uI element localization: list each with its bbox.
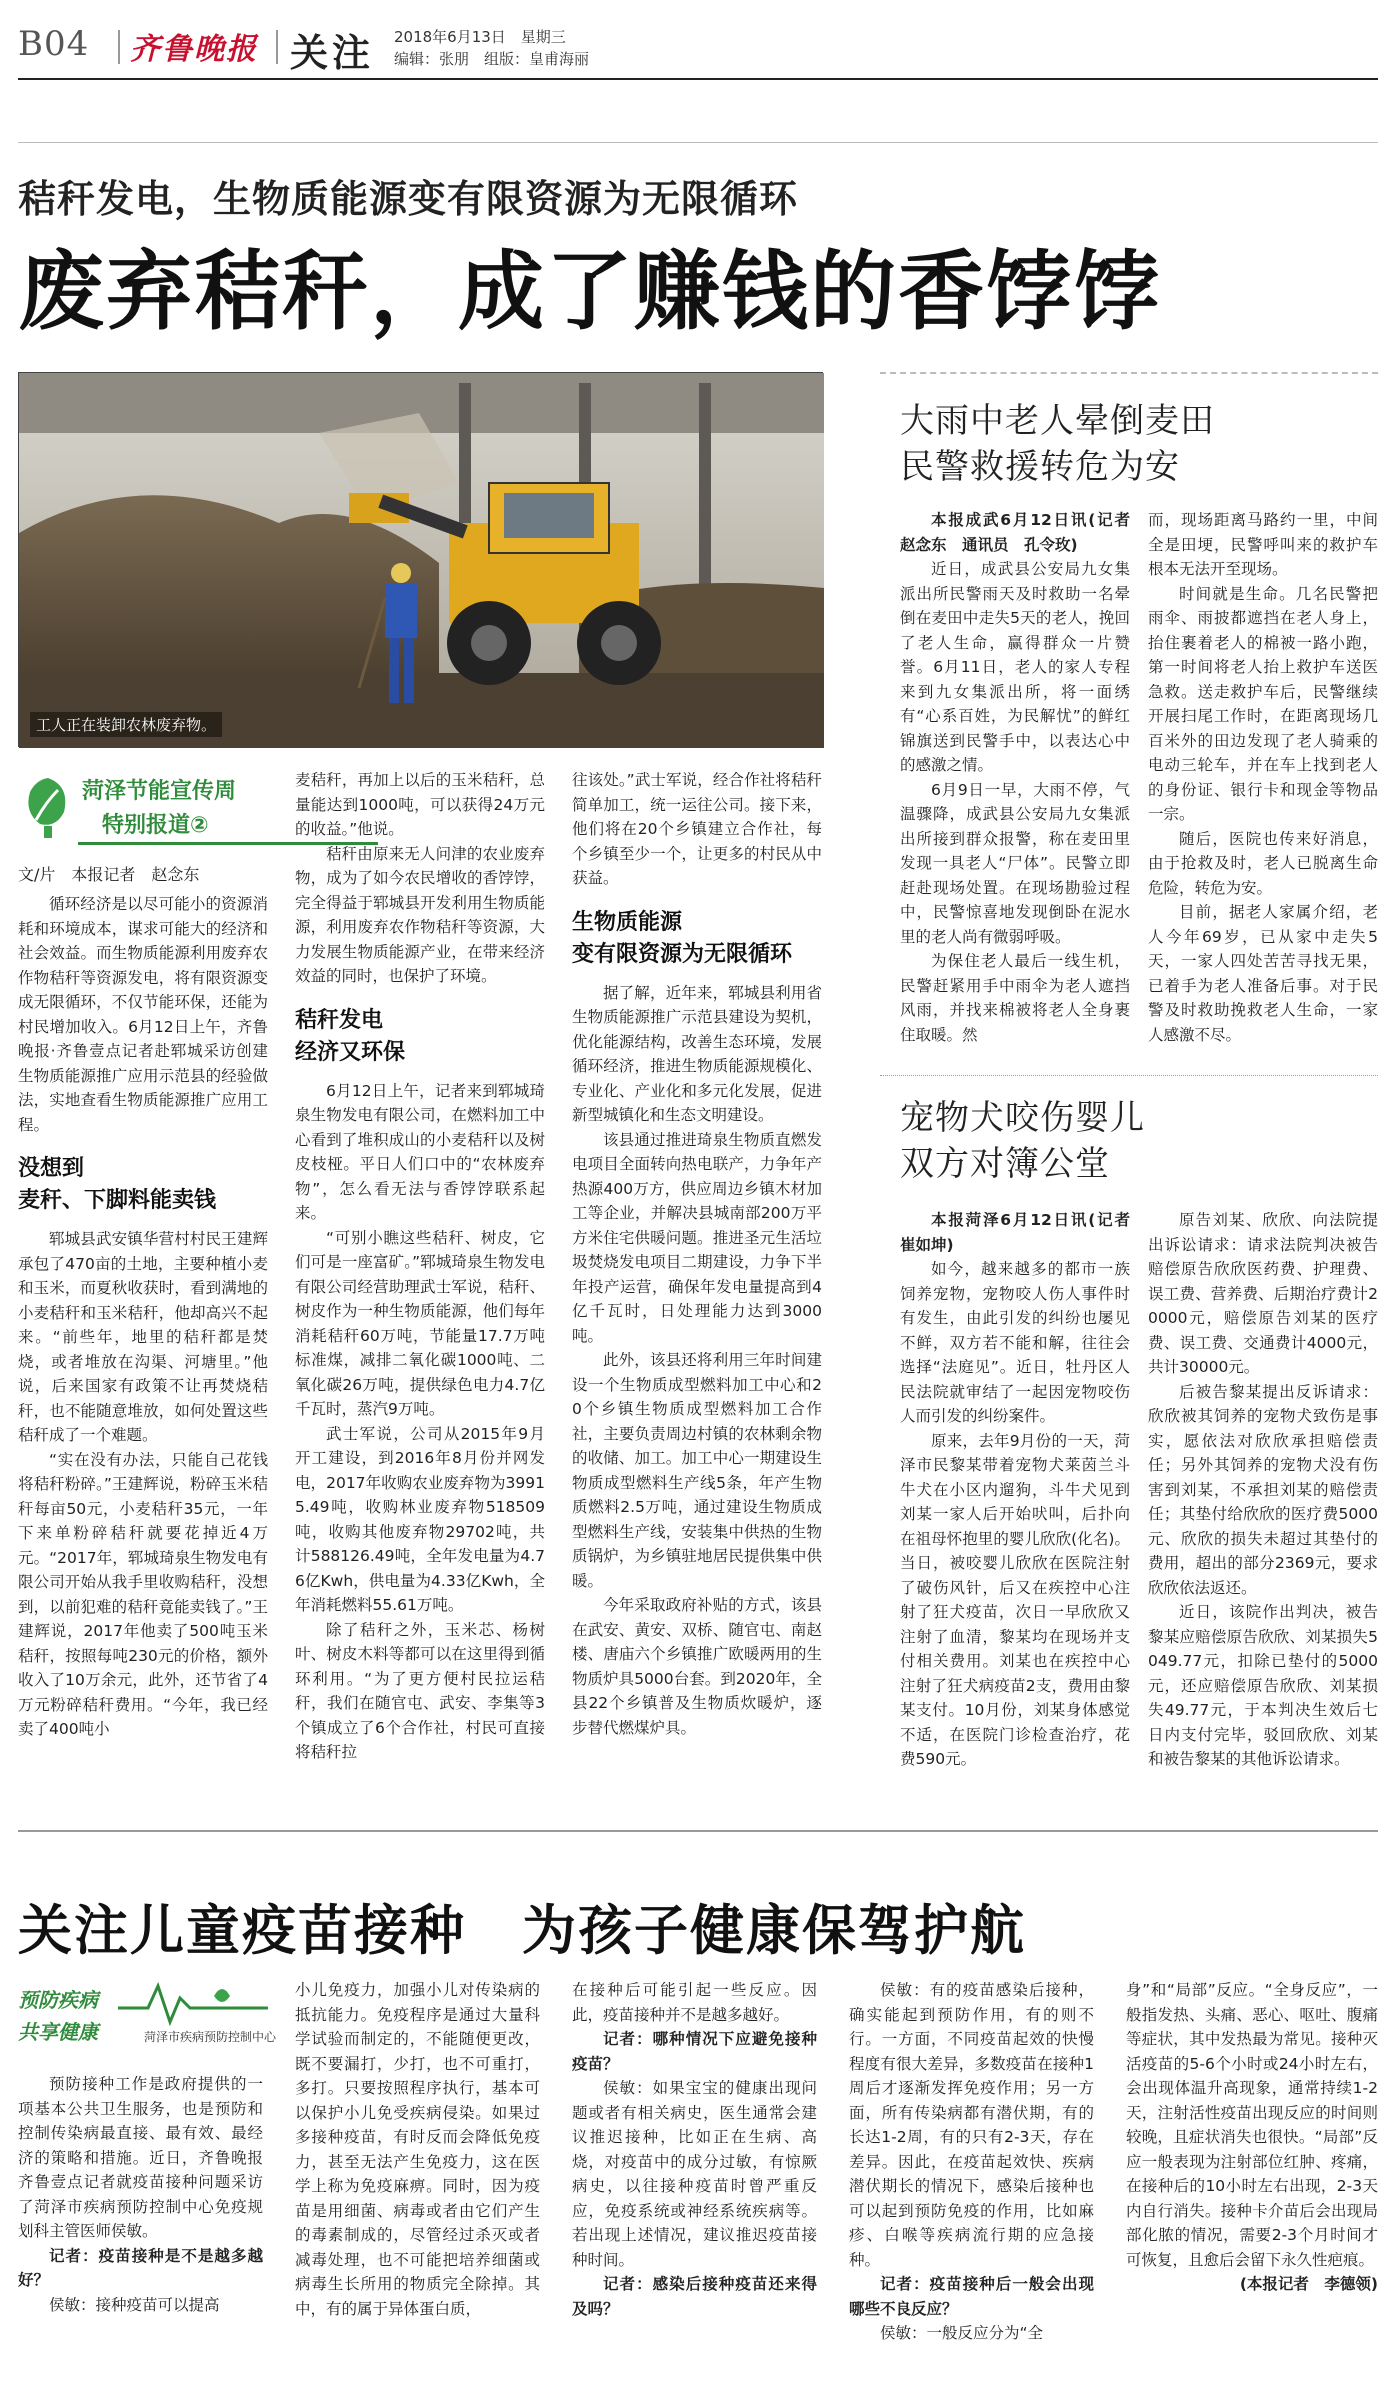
- answer: 小儿免疫力，加强小儿对传染病的抵抗能力。免疫程序是通过大量科学试验而制定的，不能随便更改，既不要漏打，少打，也不可重打，多打。只要按照程序执行，基本可以保护小儿免受疾病侵染。如果过多接种疫苗，有时反而会降低免疫力，甚至无法产生免疫力，这在医学上称为免疫麻痹。同时，因为疫苗是用细菌、病毒或者由它们产生的毒素制成的，尽管经过杀灭或者减毒处理，也不可能把培养细菌或病毒生长所用的物质完全除掉。其中，有的属于异体蛋白质，: [295, 1981, 540, 2318]
- story3-column-2: [1148, 1208, 1378, 1808]
- question: 记者：疫苗接种后一般会出现哪些不良反应？: [849, 2275, 1094, 2318]
- newspaper-logo: 齐鲁晚报: [130, 32, 258, 67]
- paragraph: 如今，越来越多的都市一族饲养宠物，宠物咬人伤人事件时有发生，由此引发的纠纷也屡见不鲜，双方若不能和解，往往会选择“法庭见”。近日，牡丹区人民法院就审结了一起因宠物咬伤人而引发的纠纷案件。: [900, 1260, 1130, 1425]
- story3-title: 宠物犬咬伤婴儿 双方对簿公堂: [900, 1098, 1145, 1184]
- subhead-line: 生物质能源 变有限资源为无限循环: [572, 909, 793, 967]
- page-number: B04: [18, 24, 90, 64]
- lead-headline: 废弃秸秆，成了赚钱的香饽饽: [18, 242, 1162, 342]
- question: 记者：感染后接种疫苗还来得及吗？: [572, 2275, 817, 2318]
- story4-headline: 关注儿童疫苗接种 为孩子健康保驾护航: [18, 1899, 1026, 1962]
- story4-column-5: [1126, 1978, 1378, 2387]
- cdc-org-name: 菏泽市疾病预防控制中心: [144, 2030, 277, 2044]
- date-line: 2018年6月13日 星期三: [394, 28, 566, 46]
- paragraph: 近日，成武县公安局九女集派出所民警雨天及时救助一名晕倒在麦田中走失5天的老人，挽回了老人生命，赢得群众一片赞誉。6月11日，老人的家人专程来到九女集派出所，将一面绣有“心系百姓，为民解忧”的鲜红锦旗送到民警手中，以表达心中的感激之情。: [900, 560, 1130, 774]
- editor-line: 编辑：张朋 组版：皇甫海丽: [394, 50, 590, 68]
- paragraph: 麦秸秆，再加上以后的玉米秸秆，总量能达到1000吨，可以获得24万元的收益。”他说。: [295, 771, 545, 838]
- divider: [880, 372, 1378, 374]
- divider: [18, 142, 1378, 143]
- answer: 侯敏：接种疫苗可以提高: [49, 2295, 220, 2314]
- paragraph: 后被告黎某提出反诉请求：欣欣被其饲养的宠物犬致伤是事实，愿依法对欣欣承担赔偿责任；另外其饲养的宠物犬没有伤害到刘某，不承担刘某的赔偿责任；其垫付给欣欣的医疗费5000元、欣欣的损失未超过其垫付的费用，超出的部分2369元，要求欣欣依法返还。: [1148, 1382, 1378, 1597]
- lead-column-2: [295, 768, 545, 1812]
- lead-kicker: 秸秆发电，生物质能源变有限资源为无限循环: [18, 177, 799, 221]
- story4-column-2: [295, 1978, 540, 2387]
- paragraph: 时间就是生命。几名民警把雨伞、雨披都遮挡在老人身上，抬住裹着老人的棉被一路小跑，第一时间将老人抬上救护车送医急救。送走救护车后，民警继续开展扫尾工作时，在距离现场几百米外的田边发现了老人骑乘的电动三轮车，并在车上找到老人的身份证、银行卡和现金等物品一宗。: [1148, 584, 1378, 823]
- masthead: [18, 18, 1378, 80]
- leaf-plug-icon: [18, 772, 78, 842]
- paragraph: 原告刘某、欣欣、向法院提出诉讼请求：请求法院判决被告赔偿原告欣欣医药费、护理费、误工费、营养费、后期治疗费计20000元，赔偿原告刘某的医疗费、误工费、交通费计4000元，共计30000元。: [1148, 1211, 1378, 1376]
- answer: 侯敏：如果宝宝的健康出现问题或者有相关病史，医生通常会建议推迟接种，比如正在生病、高烧，对疫苗中的成分过敏，有惊厥病史，以往接种疫苗时曾严重反应，免疫系统或神经系统疾病等。若出现上述情况，建议推迟疫苗接种时间。: [572, 2079, 817, 2269]
- paragraph: 而，现场距离马路约一里，中间全是田埂，民警呼叫来的救护车根本无法开至现场。: [1148, 511, 1378, 578]
- answer: 在接种后可能引起一些反应。因此，疫苗接种并不是越多越好。: [572, 1981, 817, 2024]
- paragraph: 目前，据老人家属介绍，老人今年69岁，已从家中走失5天，一家人四处苦苦寻找无果，已着手为老人准备后事。对于民警及时救助挽救老人生命，一家人感激不尽。: [1148, 903, 1378, 1044]
- cdc-logo: [18, 1978, 288, 2058]
- story3-dateline: 本报菏泽6月12日讯(记者 崔如坤): [900, 1211, 1146, 1254]
- question: 记者：哪种情况下应避免接种疫苗？: [572, 2030, 817, 2073]
- answer: 侯敏：一般反应分为“全: [880, 2324, 1044, 2342]
- subhead: [295, 1005, 545, 1069]
- paragraph: 秸秆由原来无人问津的农业废弃物，成为了如今农民增收的香饽饽，完全得益于郓城县开发利用生物质能源，利用废弃农作物秸秆等资源，大力发展生物质能源产业，在带来经济效益的同时，也保护了环境。: [295, 844, 545, 985]
- story4-signoff: (本报记者 李德领): [1239, 2275, 1378, 2293]
- story2-column-1: [900, 508, 1146, 1063]
- paragraph: 武士军说，公司从2015年9月开工建设，到2016年8月份并网发电，2017年收购农业废弃物为39915.49吨，收购林业废弃物518509吨，收购其他废弃物29702吨，共计588126.49吨，全年发电量为4.76亿Kwh，供电量为4.33亿Kwh，全年消耗燃料55.61万吨。: [295, 1424, 545, 1614]
- photo-caption: 工人正在装卸农林废弃物。: [30, 712, 222, 737]
- story4-column-3: [572, 1978, 817, 2387]
- paragraph: 循环经济是以尽可能小的资源消耗和环境成本，谋求可能大的经济和社会效益。而生物质能源利用废弃农作物秸秆等资源发电，将有限资源变成无限循环，不仅节能环保，还能为村民增加收入。6月12日上午，齐鲁晚报·齐鲁壹点记者赴郓城采访创建生物质能源推广应用示范县的经验做法，实地查看生物质能源推广应用工程。: [18, 895, 268, 1134]
- story2-dateline: 本报成武6月12日讯(记者 赵念东 通讯员 孔令玫): [900, 511, 1146, 554]
- lead-byline: 文/片 本报记者 赵念东: [18, 865, 200, 884]
- paragraph: 据了解，近年来，郓城县利用省生物质能源推广示范县建设为契机，优化能源结构，改善生态环境，发展循环经济，推进生物质能源规模化、专业化、产业化和多元化发展，促进新型城镇化和生态文明建设。: [572, 983, 822, 1124]
- campaign-subtitle: 特别报道②: [102, 813, 209, 838]
- masthead-divider: [118, 30, 120, 64]
- question: 记者：疫苗接种是不是越多越好？: [18, 2246, 263, 2289]
- paragraph: 随后，医院也传来好消息，由于抢救及时，老人已脱离生命危险，转危为安。: [1148, 829, 1378, 897]
- paragraph: 今年采取政府补贴的方式，该县在武安、黄安、双桥、随官屯、南赵楼、唐庙六个乡镇推广欧暖两用的生物质炉具5000台套。到2020年，全县22个乡镇普及生物质炊暖炉，逐步替代燃煤炉具。: [572, 1596, 822, 1737]
- paragraph: 往该处。”武士军说，经合作社将秸秆简单加工，统一运往公司。接下来，他们将在20个乡镇建立合作社，每个乡镇至少一个，让更多的村民从中获益。: [572, 771, 822, 887]
- paragraph: 为保住老人最后一线生机，民警赶紧用手中雨伞为老人遮挡风雨，并找来棉被将老人全身裹住取暖。然: [900, 952, 1130, 1044]
- subhead-line: 没想到 麦秆、下脚料能卖钱: [18, 1156, 217, 1213]
- loader-straw-photo: [19, 373, 824, 748]
- divider: [18, 1830, 1378, 1832]
- paragraph: 6月12日上午，记者来到郓城琦泉生物发电有限公司，在燃料加工中心看到了堆积成山的小麦秸秆以及树皮枝桠。平日人们口中的“农林废弃物”，怎么看无法与香饽饽联系起来。: [295, 1081, 545, 1222]
- paragraph: 预防接种工作是政府提供的一项基本公共卫生服务，也是预防和控制传染病最直接、最有效、最经济的策略和措施。近日，齐鲁晚报齐鲁壹点记者就疫苗接种问题采访了菏泽市疾病预防控制中心免疫规划科主管医师侯敏。: [18, 2075, 263, 2240]
- masthead-divider: [276, 30, 278, 64]
- paragraph: “可别小瞧这些秸秆、树皮，它们可是一座富矿。”郓城琦泉生物发电有限公司经营助理武士军说，秸秆、树皮作为一种生物质能源，他们每年消耗秸秆60万吨，节能量17.7万吨标准煤，减排二氧化碳1000吨、二氧化碳26万吨，提供绿色电力4.7亿千瓦时，蒸汽9万吨。: [295, 1228, 545, 1418]
- paragraph: 原来，去年9月份的一天，菏泽市民黎某带着宠物犬莱茵兰斗牛犬在小区内遛狗，斗牛犬见到刘某一家人后开始吠叫，后扑向在祖母怀抱里的婴儿欣欣(化名)。当日，被咬婴儿欣欣在医院注射了破伤风针，后又在疾控中心注射了狂犬疫苗，次日一早欣欣又注射了血清，黎某均在现场并支付相关费用。刘某也在疾控中心注射了狂犬病疫苗2支，费用由黎某支付。10月份，刘某身体感觉不适，在医院门诊检查治疗，花费590元。: [900, 1431, 1130, 1768]
- story4-column-1: [18, 2072, 263, 2387]
- paragraph: 此外，该县还将利用三年时间建设一个生物质成型燃料加工中心和20个乡镇生物质成型燃料加工合作社，主要负责周边村镇的农林剩余物的收储、加工。加工中心一期建设生物质成型燃料生产线5条，年产生物质燃料2.5万吨，通过建设生物质成型燃料生产线，安装集中供热的生物质锅炉，为乡镇驻地居民提供集中供暖。: [572, 1351, 822, 1590]
- section-name: 关注: [290, 31, 375, 75]
- subhead: [572, 907, 822, 971]
- paragraph: 6月9日一早，大雨不停，气温骤降，成武县公安局九女集派出所接到群众报警，称在麦田里发现一具老人“尸体”。民警立即赶赴现场处置。在现场勘验过程中，民警惊喜地发现倒卧在泥水里的老人尚有微弱呼吸。: [900, 780, 1130, 946]
- masthead-meta: [394, 26, 589, 70]
- story2-column-2: [1148, 508, 1378, 1063]
- paragraph: “实在没有办法，只能自己花钱将秸秆粉碎。”王建辉说，粉碎玉米秸秆每亩50元，小麦秸秆35元，一年下来单粉碎秸秆就要花掉近4万元。“2017年，郓城琦泉生物发电有限公司开始从我手里收购秸秆，没想到，以前犯难的秸秆竟能卖钱了。”王建辉说，2017年他卖了500吨玉米秸秆，按照每吨230元的价格，额外收入了10万余元，此外，还节省了4万元粉碎秸秆费用。“今年，我已经卖了400吨小: [18, 1450, 268, 1738]
- lead-photo: [18, 372, 823, 747]
- cdc-logo-line2: 共享健康: [18, 2020, 98, 2044]
- lead-column-3: [572, 768, 822, 1812]
- divider: [880, 1075, 1378, 1076]
- paragraph: 郓城县武安镇华营村村民王建辉承包了470亩的土地，主要种植小麦和玉米，而夏秋收获时，看到满地的小麦秸秆和玉米秸秆，他却高兴不起来。“前些年，地里的秸秆都是焚烧，或者堆放在沟渠、河塘里。”他说，后来国家有政策不让再焚烧秸秆，也不能随意堆放，如何处置这些秸秆成了一个难题。: [18, 1230, 268, 1444]
- story4-column-4: [849, 1978, 1094, 2387]
- answer: 侯敏：有的疫苗感染后接种，确实能起到预防作用，有的则不行。一方面，不同疫苗起效的快慢程度有很大差异，多数疫苗在接种1周后才逐渐发挥免疫作用；另一方面，所有传染病都有潜伏期，有的长达1-2周，有的只有2-3天，存在差异。因此，在疫苗起效快、疾病潜伏期长的情况下，感染后接种也可以起到预防免疫的作用，比如麻疹、白喉等疾病流行期的应急接种。: [849, 1981, 1094, 2269]
- campaign-title: 菏泽节能宣传周: [82, 779, 237, 804]
- paragraph: 该县通过推进琦泉生物质直燃发电项目全面转向热电联产，力争年产热源400万方，供应周边乡镇木材加工等企业，并解决县城南部200万平方米住宅供暖问题。推进圣元生活垃圾焚烧发电项目二期建设，力争下半年投产运营，确保年发电量提高到4亿千瓦时，日处理能力达到3000吨。: [572, 1130, 822, 1345]
- lead-column-1: [18, 892, 268, 1812]
- subhead: [18, 1153, 268, 1217]
- story2-title: 大雨中老人晕倒麦田 民警救援转危为安: [900, 401, 1215, 487]
- paragraph: 除了秸秆之外，玉米芯、杨树叶、树皮木料等都可以在这里得到循环利用。“为了更方便村民拉运秸秆，我们在随官屯、武安、李集等3个镇成立了6个合作社，村民可直接将秸秆拉: [295, 1620, 545, 1761]
- subhead-line: 秸秆发电 经济又环保: [295, 1007, 406, 1065]
- paragraph: 近日，该院作出判决，被告黎某应赔偿原告欣欣、刘某损失5049.77元，扣除已垫付的5000元，还应赔偿原告欣欣、刘某损失49.77元，于本判决生效后七日内支付完毕，驳回欣欣、刘某和被告黎某的其他诉讼请求。: [1148, 1603, 1378, 1768]
- story3-column-1: [900, 1208, 1146, 1808]
- answer: 身”和“局部”反应。“全身反应”，一般指发热、头痛、恶心、呕吐、腹痛等症状，其中发热最为常见。接种灭活疫苗的5-6个小时或24小时左右，会出现体温升高现象，通常持续1-2天，注射活性疫苗出现反应的时间则较晚，且症状消失也很快。“局部”反应一般表现为注射部位红肿、疼痛，在接种后的10小时左右出现，2-3天内自行消失。接种卡介苗后会出现局部化脓的情况，需要2-3个月时间才可恢复，且愈后会留下永久性疤痕。: [1126, 1981, 1378, 2269]
- cdc-logo-line1: 预防疾病: [18, 1988, 98, 2012]
- heartbeat-icon: [118, 1978, 268, 2028]
- campaign-badge: [18, 770, 288, 850]
